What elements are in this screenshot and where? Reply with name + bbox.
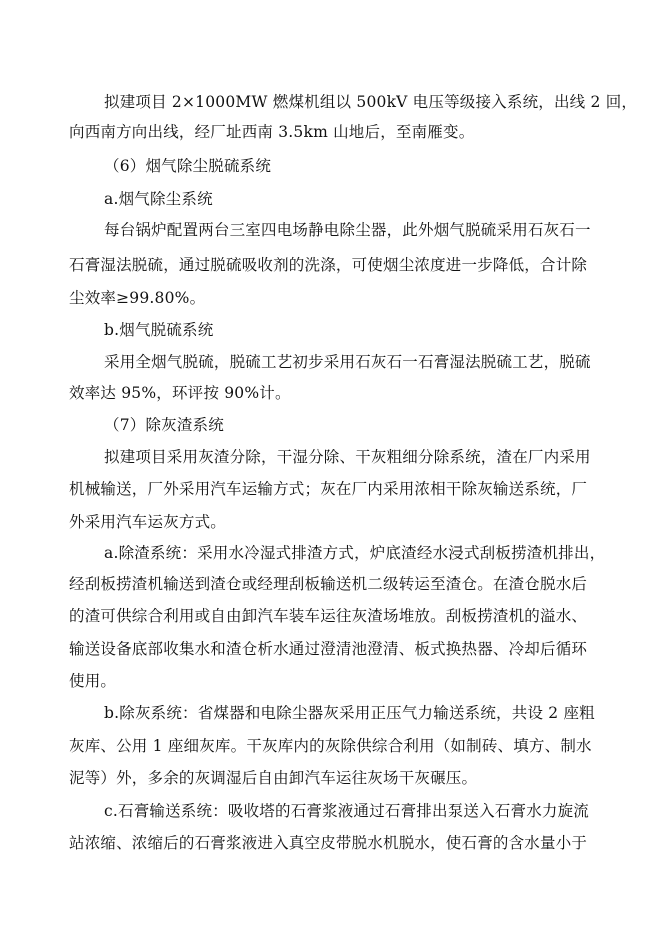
text-line: 泥等）外，多余的灰调湿后自由卸汽车运往灰场干灰碾压。 — [69, 769, 478, 787]
text-line: c.石膏输送系统：吸收塔的石膏浆液通过石膏排出泵送入石膏水力旋流 — [104, 802, 590, 820]
text-line: 向西南方向出线，经厂址西南 3.5km 山地后，至南雁变。 — [69, 123, 475, 141]
subsection-heading: b.烟气脱硫系统 — [104, 321, 214, 339]
text-line: 外采用汽车运灰方式。 — [69, 513, 227, 531]
text-line: 经刮板捞渣机输送到渣仓或经理刮板输送机二级转运至渣仓。在渣仓脱水后 — [69, 575, 588, 593]
text-line: 拟建项目 2×1000MW 燃煤机组以 500kV 电压等级接入系统，出线 2 回， — [104, 93, 638, 111]
text-line: 石膏湿法脱硫，通过脱硫吸收剂的洗涤，可使烟尘浓度进一步降低，合计除 — [69, 256, 588, 274]
section-heading: （6）烟气除尘脱硫系统 — [104, 157, 272, 175]
text-line: 灰库、公用 1 座细灰库。干灰库内的灰除供综合利用（如制砖、填方、制水 — [69, 737, 592, 755]
subsection-heading: a.烟气除尘系统 — [104, 190, 213, 208]
text-line: b.除灰系统：省煤器和电除尘器灰采用正压气力输送系统，共设 2 座粗 — [104, 704, 595, 722]
text-line: 效率达 95%，环评按 90%计。 — [69, 384, 291, 402]
section-heading: （7）除灰渣系统 — [104, 416, 224, 434]
text-line: 采用全烟气脱硫，脱硫工艺初步采用石灰石一石膏湿法脱硫工艺，脱硫 — [104, 353, 591, 371]
text-line: 使用。 — [69, 672, 117, 690]
text-line: 每台锅炉配置两台三室四电场静电除尘器，此外烟气脱硫采用石灰石一 — [104, 221, 591, 239]
text-line: 的渣可供综合利用或自由卸汽车装车运往灰渣场堆放。刮板捞渣机的溢水、 — [69, 607, 588, 625]
text-line: 机械输送，厂外采用汽车运输方式；灰在厂内采用浓相干除灰输送系统，厂 — [69, 480, 588, 498]
text-line: 尘效率≥99.80%。 — [69, 289, 206, 307]
text-line: 拟建项目采用灰渣分除，干湿分除、干灰粗细分除系统，渣在厂内采用 — [104, 448, 591, 466]
text-line: 输送设备底部收集水和渣仓析水通过澄清池澄清、板式换热器、冷却后循环 — [69, 640, 588, 658]
text-line: a.除渣系统：采用水冷湿式排渣方式，炉底渣经水浸式刮板捞渣机排出， — [104, 544, 606, 562]
text-line: 站浓缩、浓缩后的石膏浆液进入真空皮带脱水机脱水，使石膏的含水量小于 — [69, 834, 588, 852]
